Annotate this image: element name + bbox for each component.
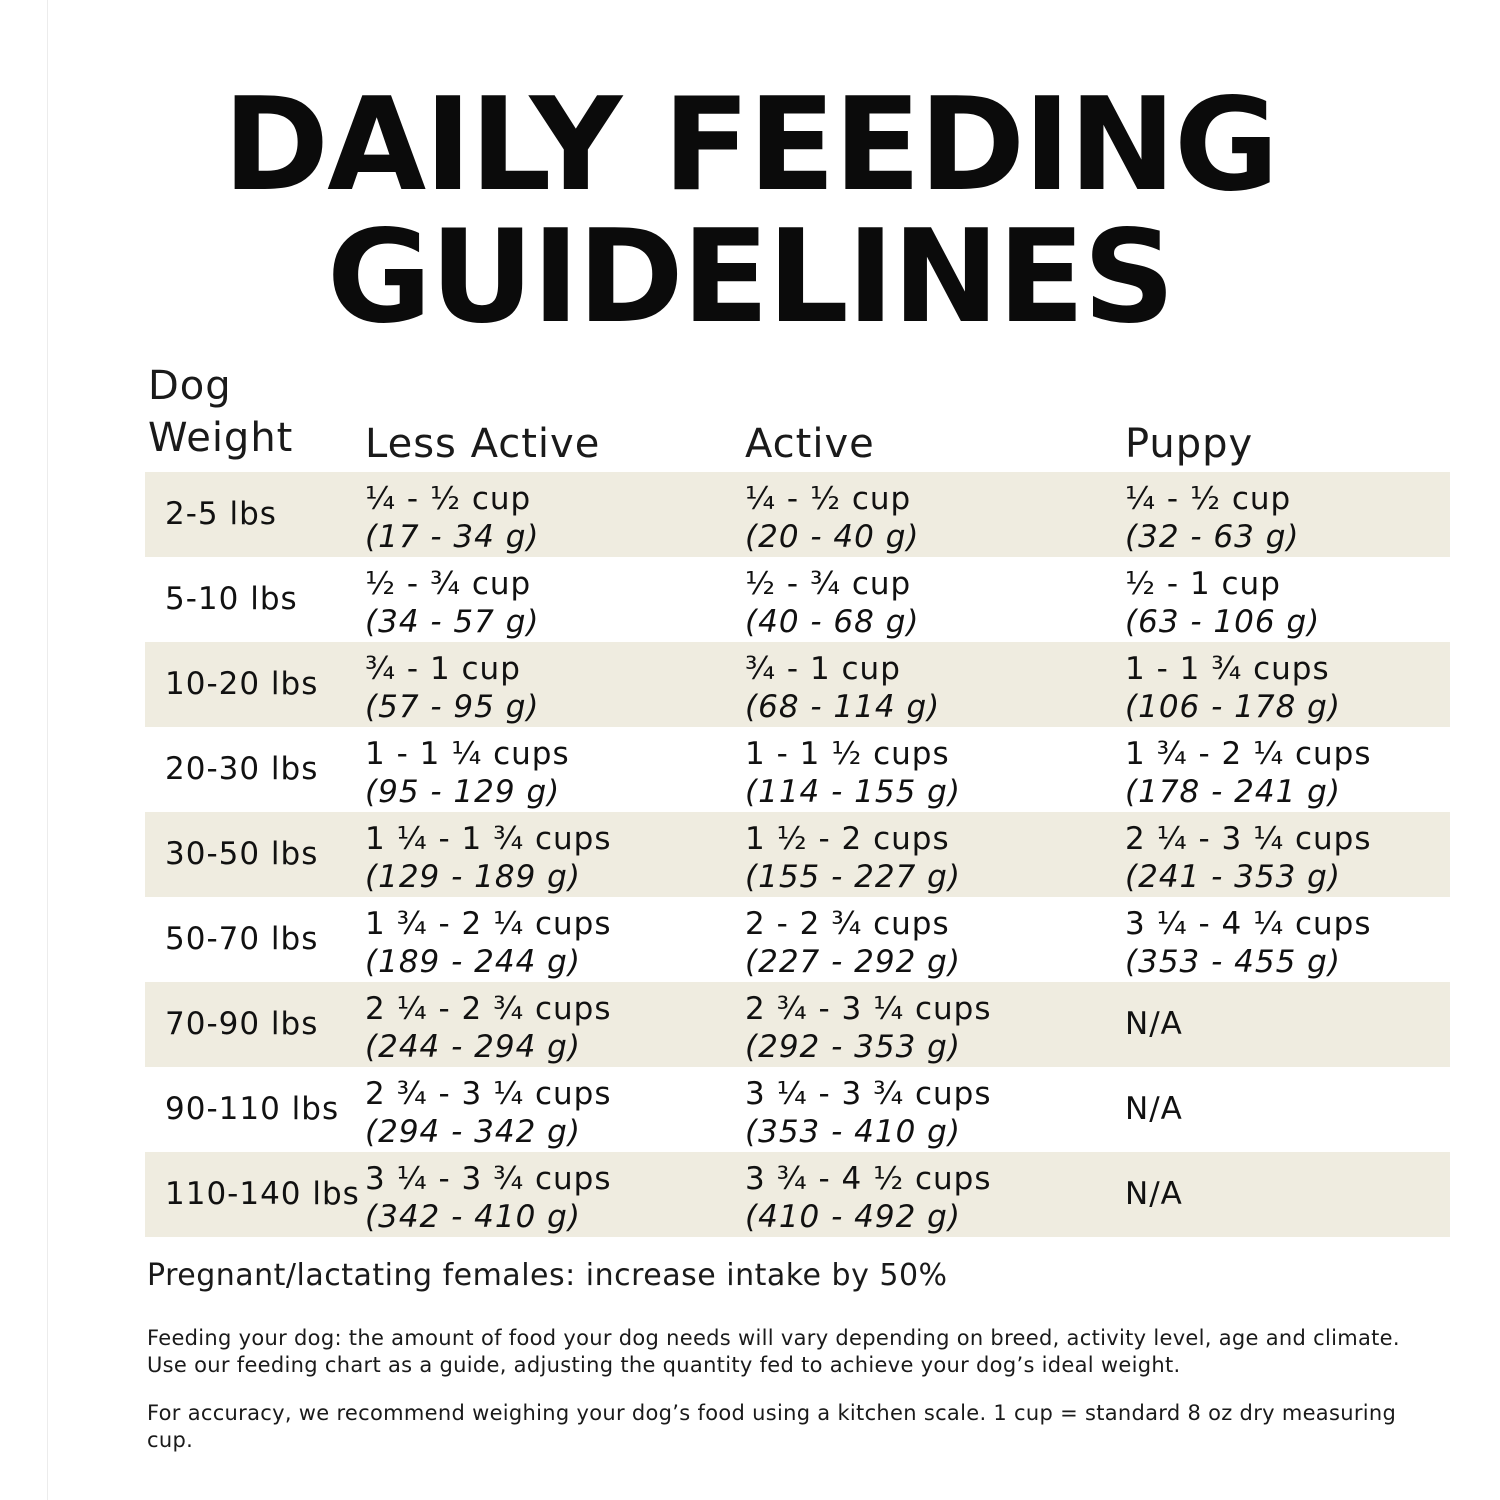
cell-puppy-grams: (241 - 353 g) — [1125, 859, 1341, 895]
table-row — [145, 982, 1450, 1067]
cell-dog-weight: 70-90 lbs — [165, 1006, 319, 1042]
cell-active-grams: (227 - 292 g) — [745, 944, 961, 980]
cell-puppy-na: N/A — [1125, 1006, 1183, 1042]
cell-active-grams: (353 - 410 g) — [745, 1114, 961, 1150]
cell-puppy — [1125, 905, 1372, 981]
table-body — [145, 472, 1450, 1237]
cell-puppy — [1125, 735, 1372, 811]
table-row — [145, 1152, 1450, 1237]
cell-active-grams: (40 - 68 g) — [745, 604, 920, 640]
cell-less-active-cups: 3 ¼ - 3 ¾ cups — [365, 1161, 612, 1197]
table-row — [145, 1067, 1450, 1152]
cell-less-active-grams: (189 - 244 g) — [365, 944, 581, 980]
header-dog-weight-line-2: Weight — [148, 415, 294, 461]
cell-dog-weight: 110-140 lbs — [165, 1176, 360, 1212]
cell-puppy-grams: (32 - 63 g) — [1125, 519, 1300, 555]
cell-dog-weight: 10-20 lbs — [165, 666, 319, 702]
cell-active-cups: ¼ - ½ cup — [745, 481, 912, 517]
cell-puppy-grams: (63 - 106 g) — [1125, 604, 1321, 640]
cell-less-active-cups: 2 ¾ - 3 ¼ cups — [365, 1076, 612, 1112]
cell-active — [745, 820, 961, 896]
cell-puppy-cups: 1 - 1 ¾ cups — [1125, 651, 1330, 687]
cell-less-active — [365, 1160, 612, 1236]
header-less-active: Less Active — [365, 421, 601, 467]
cell-active-grams: (155 - 227 g) — [745, 859, 961, 895]
feeding-table — [145, 360, 1450, 1237]
cell-less-active-cups: 1 ¼ - 1 ¾ cups — [365, 821, 612, 857]
cell-less-active-grams: (294 - 342 g) — [365, 1114, 581, 1150]
cell-less-active — [365, 480, 540, 556]
cell-puppy-na: N/A — [1125, 1091, 1183, 1127]
cell-less-active — [365, 735, 570, 811]
cell-puppy-cups: 1 ¾ - 2 ¼ cups — [1125, 736, 1372, 772]
cell-active — [745, 1075, 992, 1151]
cell-active-grams: (410 - 492 g) — [745, 1199, 961, 1235]
cell-puppy — [1125, 820, 1372, 896]
cell-puppy-cups: ½ - 1 cup — [1125, 566, 1281, 602]
cell-active-grams: (114 - 155 g) — [745, 774, 961, 810]
table-row — [145, 557, 1450, 642]
cell-less-active-grams: (95 - 129 g) — [365, 774, 561, 810]
cell-dog-weight: 50-70 lbs — [165, 921, 319, 957]
header-dog-weight-line-1: Dog — [148, 363, 232, 409]
cell-less-active — [365, 990, 612, 1066]
page-title-line-2: GUIDELINES — [326, 203, 1174, 352]
table-header-row — [145, 360, 1450, 472]
cell-less-active — [365, 820, 612, 896]
accuracy-note: For accuracy, we recommend weighing your dog’s food using a kitchen scale. 1 cup = standard 8 oz dry measuring cup. — [147, 1401, 1397, 1452]
cell-less-active-grams: (34 - 57 g) — [365, 604, 540, 640]
cell-active-cups: 3 ¼ - 3 ¾ cups — [745, 1076, 992, 1112]
cell-less-active — [365, 905, 612, 981]
cell-less-active-grams: (342 - 410 g) — [365, 1199, 581, 1235]
cell-active-cups: ¾ - 1 cup — [745, 651, 901, 687]
cell-active — [745, 990, 992, 1066]
cell-active-grams: (20 - 40 g) — [745, 519, 920, 555]
cell-dog-weight: 5-10 lbs — [165, 581, 298, 617]
cell-puppy-cups: 2 ¼ - 3 ¼ cups — [1125, 821, 1372, 857]
page-title-line-1: DAILY FEEDING — [222, 71, 1278, 220]
table-row — [145, 727, 1450, 812]
cell-puppy-na: N/A — [1125, 1176, 1183, 1212]
cell-active — [745, 905, 961, 981]
cell-active-cups: ½ - ¾ cup — [745, 566, 912, 602]
table-row — [145, 897, 1450, 982]
cell-puppy-cups: ¼ - ½ cup — [1125, 481, 1292, 517]
table-row — [145, 472, 1450, 557]
cell-dog-weight: 30-50 lbs — [165, 836, 319, 872]
cell-dog-weight: 20-30 lbs — [165, 751, 319, 787]
cell-puppy-cups: 3 ¼ - 4 ¼ cups — [1125, 906, 1372, 942]
cell-less-active-grams: (17 - 34 g) — [365, 519, 540, 555]
cell-puppy-grams: (178 - 241 g) — [1125, 774, 1341, 810]
cell-less-active-cups: 1 - 1 ¼ cups — [365, 736, 570, 772]
cell-active-grams: (68 - 114 g) — [745, 689, 941, 725]
feeding-note: Feeding your dog: the amount of food your dog needs will vary depending on breed, activity level, age and climate. Use our feeding chart as a guide, adjusting the quantity fed to achieve your dog’s ideal weight. — [147, 1326, 1400, 1377]
cell-dog-weight: 2-5 lbs — [165, 496, 277, 532]
cell-active-cups: 1 ½ - 2 cups — [745, 821, 950, 857]
cell-active-cups: 3 ¾ - 4 ½ cups — [745, 1161, 992, 1197]
cell-less-active-cups: ¼ - ½ cup — [365, 481, 532, 517]
cell-puppy — [1125, 650, 1341, 726]
cell-less-active-grams: (129 - 189 g) — [365, 859, 581, 895]
cell-dog-weight: 90-110 lbs — [165, 1091, 340, 1127]
cell-less-active-cups: 2 ¼ - 2 ¾ cups — [365, 991, 612, 1027]
cell-active — [745, 735, 961, 811]
cell-active-cups: 1 - 1 ½ cups — [745, 736, 950, 772]
cell-less-active-cups: ½ - ¾ cup — [365, 566, 532, 602]
cell-active-cups: 2 - 2 ¾ cups — [745, 906, 950, 942]
header-active: Active — [745, 421, 875, 467]
cell-less-active-grams: (57 - 95 g) — [365, 689, 540, 725]
cell-less-active — [365, 650, 540, 726]
cell-less-active-cups: 1 ¾ - 2 ¼ cups — [365, 906, 612, 942]
table-row — [145, 812, 1450, 897]
cell-puppy — [1125, 480, 1300, 556]
cell-active — [745, 650, 940, 726]
cell-less-active-cups: ¾ - 1 cup — [365, 651, 521, 687]
cell-puppy-grams: (106 - 178 g) — [1125, 689, 1341, 725]
cell-active — [745, 480, 920, 556]
cell-less-active — [365, 565, 540, 641]
cell-less-active-grams: (244 - 294 g) — [365, 1029, 581, 1065]
pregnant-note: Pregnant/lactating females: increase intake by 50% — [147, 1258, 948, 1293]
cell-puppy — [1125, 565, 1320, 641]
cell-active — [745, 1160, 992, 1236]
cell-puppy-grams: (353 - 455 g) — [1125, 944, 1341, 980]
cell-active-cups: 2 ¾ - 3 ¼ cups — [745, 991, 992, 1027]
header-puppy: Puppy — [1125, 421, 1254, 467]
cell-active-grams: (292 - 353 g) — [745, 1029, 961, 1065]
cell-less-active — [365, 1075, 612, 1151]
table-row — [145, 642, 1450, 727]
header-dog-weight — [148, 360, 348, 464]
cell-active — [745, 565, 920, 641]
